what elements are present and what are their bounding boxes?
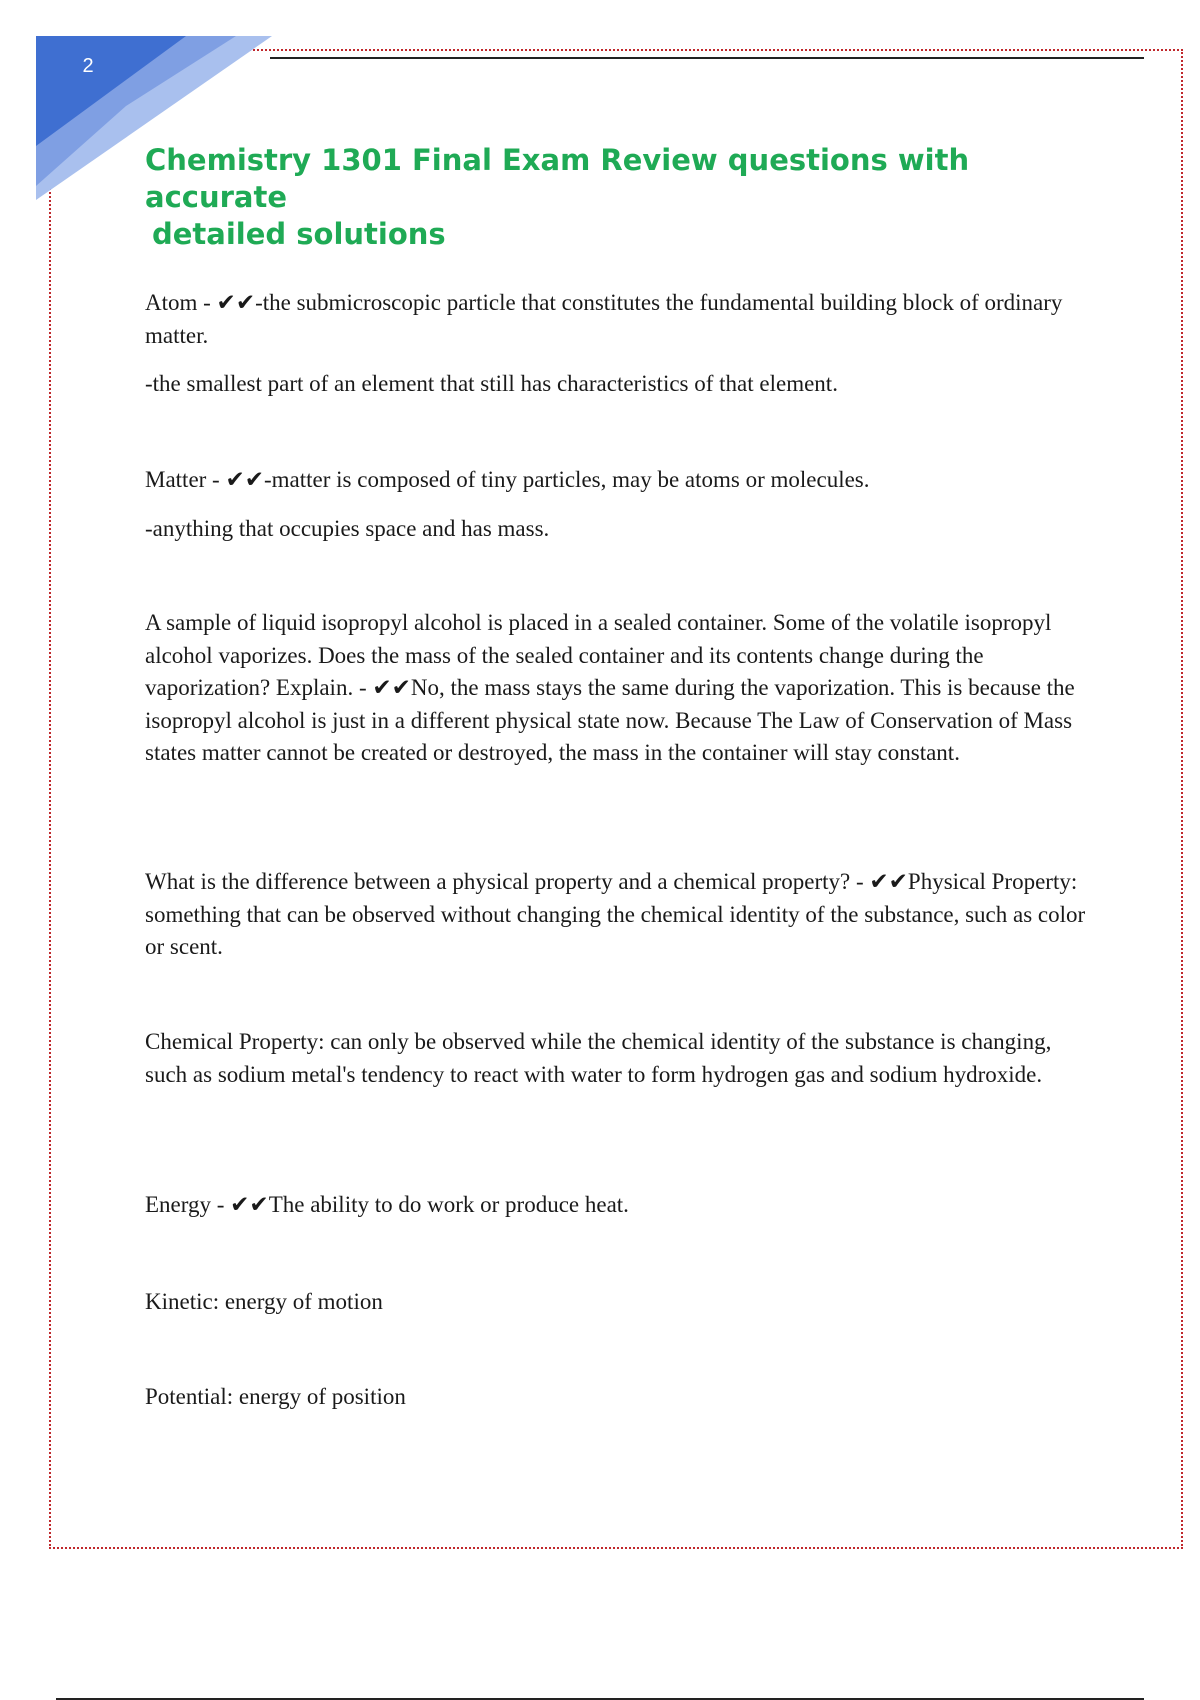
paragraph-chemical-property: Chemical Property: can only be observed while the chemical identity of the substance is changing, such as sodium metal's tendency to react with water to form hydrogen gas and sodium hydroxide. bbox=[145, 1029, 1052, 1087]
paragraph-matter-detail: -anything that occupies space and has mass. bbox=[145, 516, 550, 541]
page-border bbox=[49, 49, 1183, 1549]
paragraph-potential: Potential: energy of position bbox=[145, 1384, 406, 1409]
paragraph-kinetic: Kinetic: energy of motion bbox=[145, 1289, 383, 1314]
paragraph-isopropyl-question: A sample of liquid isopropyl alcohol is placed in a sealed container. Some of the volatile isopropyl alcohol vaporizes. Does the mass of the sealed container and its contents change during the vaporization? Explain. - ✔✔No, the mass stays the same during the vaporization. This is because the isopropyl alcohol is just in a different physical state now. Because The Law of Conservation of Mass states matter cannot be created or destroyed, the mass in the container will stay constant. bbox=[145, 610, 1075, 765]
paragraph-atom-definition: Atom - ✔✔-the submicroscopic particle that constitutes the fundamental building block of ordinary matter. bbox=[145, 290, 1063, 348]
header-rule bbox=[270, 57, 1144, 59]
paragraph-energy: Energy - ✔✔The ability to do work or produce heat. bbox=[145, 1192, 629, 1217]
paragraph-physical-property: What is the difference between a physical property and a chemical property? - ✔✔Physical Property: something that can be observed without changing the chemical identity of the substance, such as color or scent. bbox=[145, 869, 1086, 959]
page-number: 2 bbox=[82, 55, 94, 77]
paragraph-atom-detail: -the smallest part of an element that still has characteristics of that element. bbox=[145, 371, 838, 396]
document-title bbox=[145, 142, 1105, 253]
title-line-1: Chemistry 1301 Final Exam Review questions with accurate bbox=[145, 143, 970, 214]
paragraph-matter-definition: Matter - ✔✔-matter is composed of tiny particles, may be atoms or molecules. bbox=[145, 467, 870, 492]
title-line-2: detailed solutions bbox=[152, 217, 446, 251]
